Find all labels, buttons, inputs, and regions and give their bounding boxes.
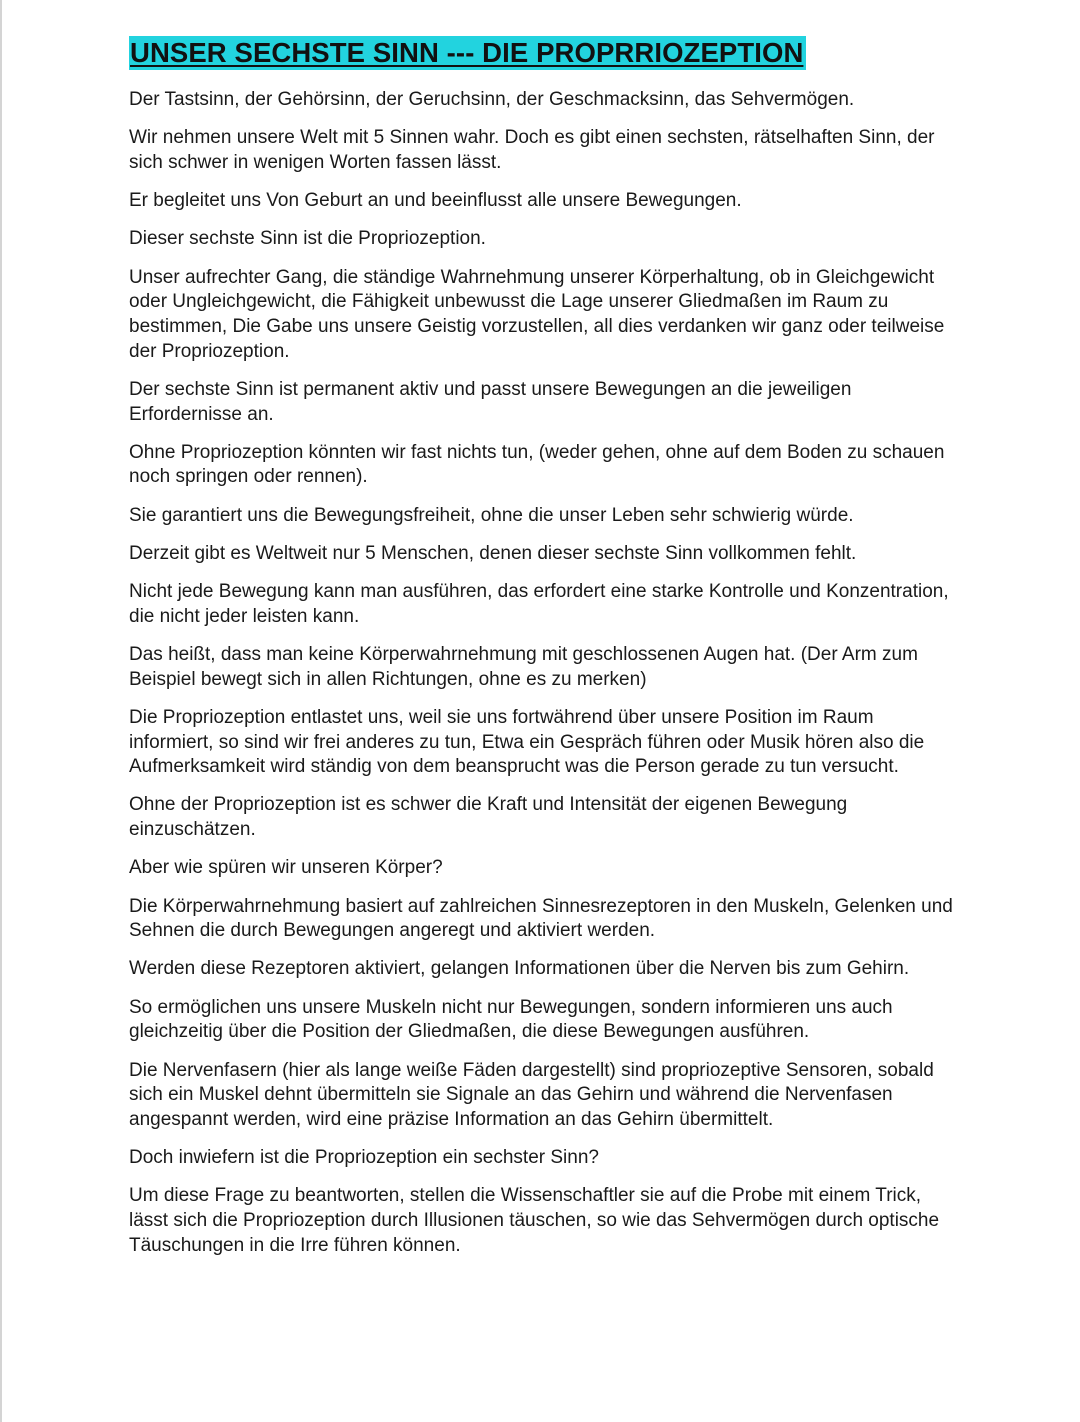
paragraph: Der sechste Sinn ist permanent aktiv und passt unsere Bewegungen an die jeweiligen Erfordernisse an. <box>129 378 852 425</box>
paragraph: Das heißt, dass man keine Körperwahrnehmung mit geschlossenen Augen hat. (Der Arm zum Beispiel bewegt sich in allen Richtungen, ohne es zu merken) <box>129 643 918 690</box>
paragraph: Die Körperwahrnehmung basiert auf zahlreichen Sinnesrezeptoren in den Muskeln, Gelenken und Sehnen die durch Bewegungen angeregt und aktiviert werden. <box>129 895 953 942</box>
paragraph: Dieser sechste Sinn ist die Propriozeption. <box>129 228 486 250</box>
paragraph: Ohne Propriozeption könnten wir fast nichts tun, (weder gehen, ohne auf dem Boden zu schauen noch springen oder rennen). <box>129 441 945 488</box>
document-body <box>129 36 959 1272</box>
paragraph: Die Nervenfasern (hier als lange weiße Fäden dargestellt) sind propriozeptive Sensoren, sobald sich ein Muskel dehnt übermitteln sie Signale an das Gehirn und während die Nervenfasen angespannt werden, wird eine präzise Information an das Gehirn übermittelt. <box>129 1059 934 1130</box>
document-title: UNSER SECHSTE SINN --- DIE PROPRRIOZEPTION <box>129 36 806 70</box>
paragraph: So ermöglichen uns unsere Muskeln nicht nur Bewegungen, sondern informieren uns auch gleichzeitig über die Position der Gliedmaßen, die diese Bewegungen ausführen. <box>129 996 893 1043</box>
paragraph: Doch inwiefern ist die Propriozeption ein sechster Sinn? <box>129 1147 599 1169</box>
paragraph: Die Propriozeption entlastet uns, weil sie uns fortwährend über unsere Position im Raum informiert, so sind wir frei anderes zu tun, Etwa ein Gespräch führen oder Musik hören also die Aufmerksamkeit wird ständig von dem beansprucht was die Person gerade zu tun versucht. <box>129 706 925 778</box>
paragraph: Der Tastsinn, der Gehörsinn, der Geruchsinn, der Geschmacksinn, das Sehvermögen. <box>129 89 855 110</box>
paragraph: Nicht jede Bewegung kann man ausführen, das erfordert eine starke Kontrolle und Konzentration, die nicht jeder leisten kann. <box>129 581 949 627</box>
paragraph: Er begleitet uns Von Geburt an und beeinflusst alle unsere Bewegungen. <box>129 190 742 212</box>
paragraph: Um diese Frage zu beantworten, stellen die Wissenschaftler sie auf die Probe mit einem Trick, lässt sich die Propriozeption durch Illusionen täuschen, so wie das Sehvermögen durch optische Täuschungen in die Irre führen können. <box>129 1185 940 1256</box>
paragraph: Aber wie spüren wir unseren Körper? <box>129 857 443 879</box>
paragraph-list <box>129 88 959 1259</box>
paragraph: Werden diese Rezeptoren aktiviert, gelangen Informationen über die Nerven bis zum Gehirn. <box>129 958 910 980</box>
paragraph: Unser aufrechter Gang, die ständige Wahrnehmung unserer Körperhaltung, ob in Gleichgewicht oder Ungleichgewicht, die Fähigkeit unbewusst die Lage unserer Gliedmaßen im Raum zu bestimmen, Die Gabe uns unsere Geistig vorzustellen, all dies verdanken wir ganz oder teilweise der Propriozeption. <box>129 266 945 362</box>
paragraph: Wir nehmen unsere Welt mit 5 Sinnen wahr. Doch es gibt einen sechsten, rätselhaften Sinn, der sich schwer in wenigen Worten fassen lässt. <box>129 127 935 173</box>
page-edge <box>0 0 2 1422</box>
paragraph: Ohne der Propriozeption ist es schwer die Kraft und Intensität der eigenen Bewegung einzuschätzen. <box>129 794 848 841</box>
paragraph: Sie garantiert uns die Bewegungsfreiheit, ohne die unser Leben sehr schwierig würde. <box>129 504 854 526</box>
paragraph: Derzeit gibt es Weltweit nur 5 Menschen, denen dieser sechste Sinn vollkommen fehlt. <box>129 542 857 564</box>
